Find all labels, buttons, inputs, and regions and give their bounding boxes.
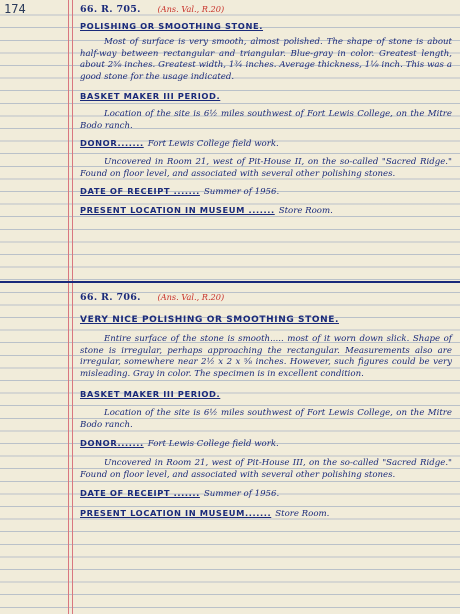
receipt-value: Summer of 1956.	[203, 187, 280, 198]
accession-note: (Ans. Val., R.20)	[157, 4, 225, 14]
catalog-number: 66. R. 706.	[80, 292, 141, 303]
receipt-label: DATE OF RECEIPT .......	[80, 488, 200, 499]
museum-location-value: Store Room.	[278, 205, 333, 216]
specimen-description: Entire surface of the stone is smooth..... most of it worn down slick. Shape of stone is irregular, perhaps approaching the rectangular. Measurements also are irregular, somewhere near 2½ x 2 x ⅝ inches. However, such figures could be very misleading. Gray in color. The specimen is in excellent condition.	[80, 334, 452, 379]
catalog-entry-2	[80, 292, 452, 520]
catalog-entry-1	[80, 2, 452, 217]
receipt-label: DATE OF RECEIPT .......	[80, 186, 200, 197]
entry-divider	[0, 281, 460, 283]
margin-line-right	[72, 0, 73, 614]
donor-value: Fort Lewis College field work.	[147, 439, 279, 450]
museum-location-label: PRESENT LOCATION IN MUSEUM .......	[80, 204, 275, 215]
museum-location-label: PRESENT LOCATION IN MUSEUM.......	[80, 507, 272, 518]
donor-value: Fort Lewis College field work.	[147, 139, 279, 150]
receipt-value: Summer of 1956.	[203, 489, 280, 500]
museum-location-value: Store Room.	[275, 508, 330, 519]
site-location: Location of the site is 6½ miles southwest of Fort Lewis College, on the Mitre Bodo ranch.	[80, 408, 452, 430]
provenance: Uncovered in Room 21, west of Pit-House III, on the so-called "Sacred Ridge." Found on floor level, and associated with several other polishing stones.	[80, 457, 452, 480]
accession-note: (Ans. Val., R.20)	[157, 292, 225, 302]
culture-period: BASKET MAKER III PERIOD.	[80, 388, 221, 399]
catalog-number: 66. R. 705.	[80, 4, 141, 15]
page-number: 174	[4, 2, 26, 16]
culture-period: BASKET MAKER III PERIOD.	[80, 90, 221, 101]
specimen-description: Most of surface is very smooth, almost polished. The shape of stone is about half-way between rectangular and triangular. Blue-gray in color. Greatest length, about 2⅝ inches. Greatest width, 1¾ inches. Average thickness, 1⅛ inch. This was a good stone for the usage indicated.	[80, 37, 452, 82]
donor-label: DONOR.......	[80, 138, 144, 149]
margin-line-left	[68, 0, 69, 614]
specimen-title: POLISHING OR SMOOTHING STONE.	[80, 20, 264, 31]
specimen-title: VERY NICE POLISHING OR SMOOTHING STONE.	[80, 314, 340, 325]
site-location: Location of the site is 6½ miles southwest of Fort Lewis College, on the Mitre Bodo ranch.	[80, 109, 452, 131]
provenance: Uncovered in Room 21, west of Pit-House II, on the so-called "Sacred Ridge." Found on floor level, and associated with several other polishing stones.	[80, 156, 452, 179]
donor-label: DONOR.......	[80, 438, 144, 449]
